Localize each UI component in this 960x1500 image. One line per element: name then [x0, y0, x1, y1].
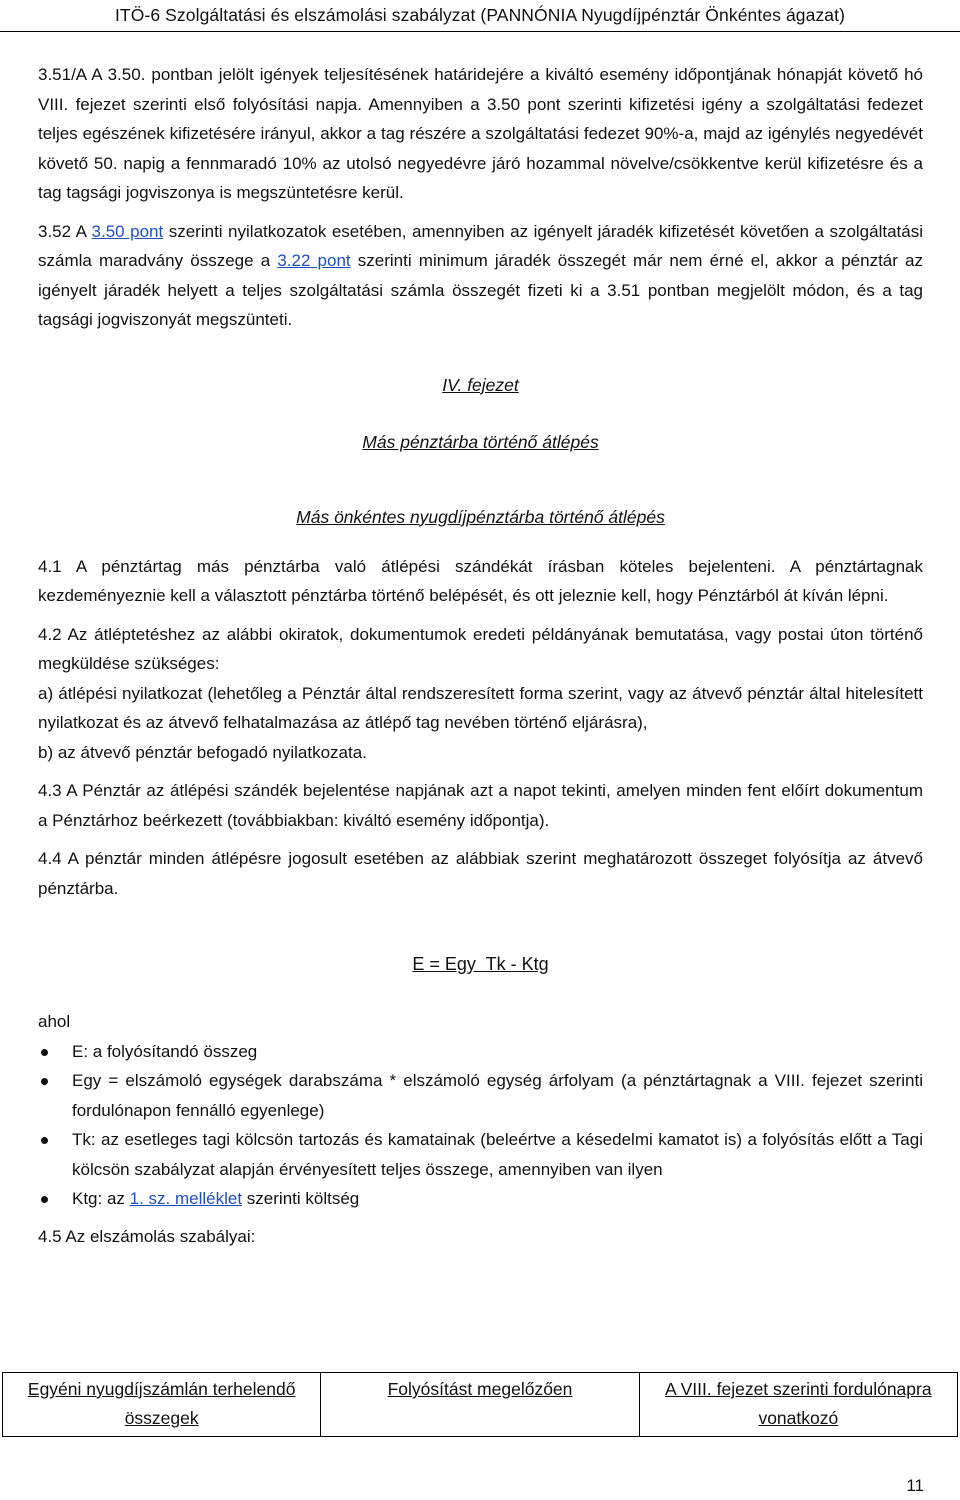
paragraph-3-52-text-2: szerinti nyilatkozatok esetében, amennyiben az igényelt járadék kifizetését követően a szolgáltatási számla maradvány összege a — [38, 221, 923, 270]
definition-e — [38, 1037, 923, 1067]
bullet-icon — [41, 1137, 48, 1144]
chapter-title: Más pénztárba történő átlépés — [362, 431, 599, 452]
table-header-cell-3 — [639, 1373, 957, 1437]
table-header-text-3: A VIII. fejezet szerinti fordulónapra vonatkozó — [665, 1379, 932, 1428]
chapter-subtitle: Más önkéntes nyugdíjpénztárba történő átlépés — [296, 506, 665, 527]
definitions-intro: ahol — [38, 1012, 71, 1031]
table-header-cell-1 — [3, 1373, 321, 1437]
table-header-text-1: Egyéni nyugdíjszámlán terhelendő összegek — [27, 1379, 296, 1428]
link-3-22-pont[interactable]: 3.22 pont — [277, 251, 351, 270]
paragraph-4-1: 4.1 A pénztártag más pénztárba való átlépési szándékát írásban köteles bejelenteni. A pénztártagnak kezdeményeznie kell a választott pénztárba történő belépését, és ott jeleznie kell, hogy Pénztárból át kíván lépni. — [38, 556, 923, 605]
definition-ktg — [38, 1184, 923, 1214]
definition-egy — [38, 1066, 923, 1125]
definition-ktg-text-2: szerinti költség — [242, 1189, 360, 1208]
paragraph-4-5: 4.5 Az elszámolás szabályai: — [38, 1226, 256, 1246]
bullet-icon — [41, 1196, 48, 1203]
paragraph-4-2-item-a: a) átlépési nyilatkozat (lehetőleg a Pénztár által rendszeresített forma szerint, vagy az átvevő pénztár által hitelesített nyilatkozat és az átvevő felhatalmazása az átlépő tag nevében történő eljárásra), — [38, 683, 923, 732]
table-header-text-2: Folyósítást megelőzően — [387, 1379, 573, 1399]
formula: E = Egy Tk - Ktg — [412, 954, 549, 974]
page-number: 11 — [906, 1476, 924, 1495]
definition-ktg-text-1: Ktg: az — [72, 1189, 130, 1208]
paragraph-3-52-text-1: 3.52 A — [38, 221, 92, 241]
paragraph-4-4: 4.4 A pénztár minden átlépésre jogosult esetében az alábbiak szerint meghatározott összeget folyósítja az átvevő pénztárba. — [38, 849, 923, 898]
paragraph-3-52-text-3: szerinti minimum járadék összegét már nem érné el, akkor a pénztár az igényelt járadék helyett a teljes szolgáltatási számla összegét fizeti ki a 3.51 pontban megjelölt módon, és a tag tagsági jogviszonyát megszünteti. — [38, 251, 924, 329]
link-3-50-pont[interactable]: 3.50 pont — [91, 221, 164, 241]
page-header — [0, 0, 960, 32]
document-body — [38, 60, 923, 1251]
definition-egy-text: Egy = elszámoló egységek darabszáma * elszámoló egység árfolyam (a pénztártagnak a VIII. fejezet szerinti fordulónapon fennálló egyenlege) — [72, 1071, 923, 1120]
settlement-rules-table — [2, 1372, 958, 1437]
definitions-list — [38, 1037, 923, 1214]
paragraph-4-2-item-b: b) az átvevő pénztár befogadó nyilatkozata. — [38, 742, 367, 762]
definition-tk — [38, 1125, 923, 1184]
table-header-cell-2 — [321, 1373, 639, 1437]
paragraph-4-2-intro: 4.2 Az átléptetéshez az alábbi okiratok, dokumentumok eredeti példányának bemutatása, vagy postai úton történő megküldése szükséges: — [38, 624, 923, 673]
link-1-sz-melleklet[interactable]: 1. sz. melléklet — [129, 1189, 243, 1208]
definition-e-text: E: a folyósítandó összeg — [72, 1041, 258, 1061]
bullet-icon — [41, 1049, 48, 1056]
chapter-number: IV. fejezet — [442, 374, 519, 395]
bullet-icon — [41, 1078, 48, 1085]
paragraph-3-52 — [38, 217, 923, 335]
paragraph-4-3: 4.3 A Pénztár az átlépési szándék bejelentése napjának azt a napot tekinti, amelyen minden fent előírt dokumentum a Pénztárhoz beérkezett (továbbiakban: kiváltó esemény időpontja). — [38, 781, 923, 830]
paragraph-3-51-a: 3.51/A A 3.50. pontban jelölt igények teljesítésének határidejére a kiváltó esemény időpontjának hónapját követő hó VIII. fejezet szerinti első folyósítási napja. Amennyiben a 3.50 pont szerinti kifizetési igény a szolgáltatási fedezet teljes egészének kifizetésére irányul, akkor a tag részére a szolgáltatási fedezet 90%-a, majd az igénylés negyedévét követő 50. napig a fennmaradó 10% az utolsó negyedévre járó hozammal növelve/csökkentve kerül kifizetésre és a tag tagsági jogviszonya is megszüntetésre kerül. — [38, 65, 923, 202]
table-row — [3, 1373, 958, 1437]
definition-tk-text: Tk: az esetleges tagi kölcsön tartozás és kamatainak (beleértve a késedelmi kamatot is) a folyósítás előtt a Tagi kölcsön szabályzat alapján érvényesített teljes összege, amennyiben van ilyen — [72, 1130, 923, 1179]
header-title: ITÖ-6 Szolgáltatási és elszámolási szabályzat (PANNÓNIA Nyugdíjpénztár Önkéntes ágazat) — [114, 5, 846, 25]
